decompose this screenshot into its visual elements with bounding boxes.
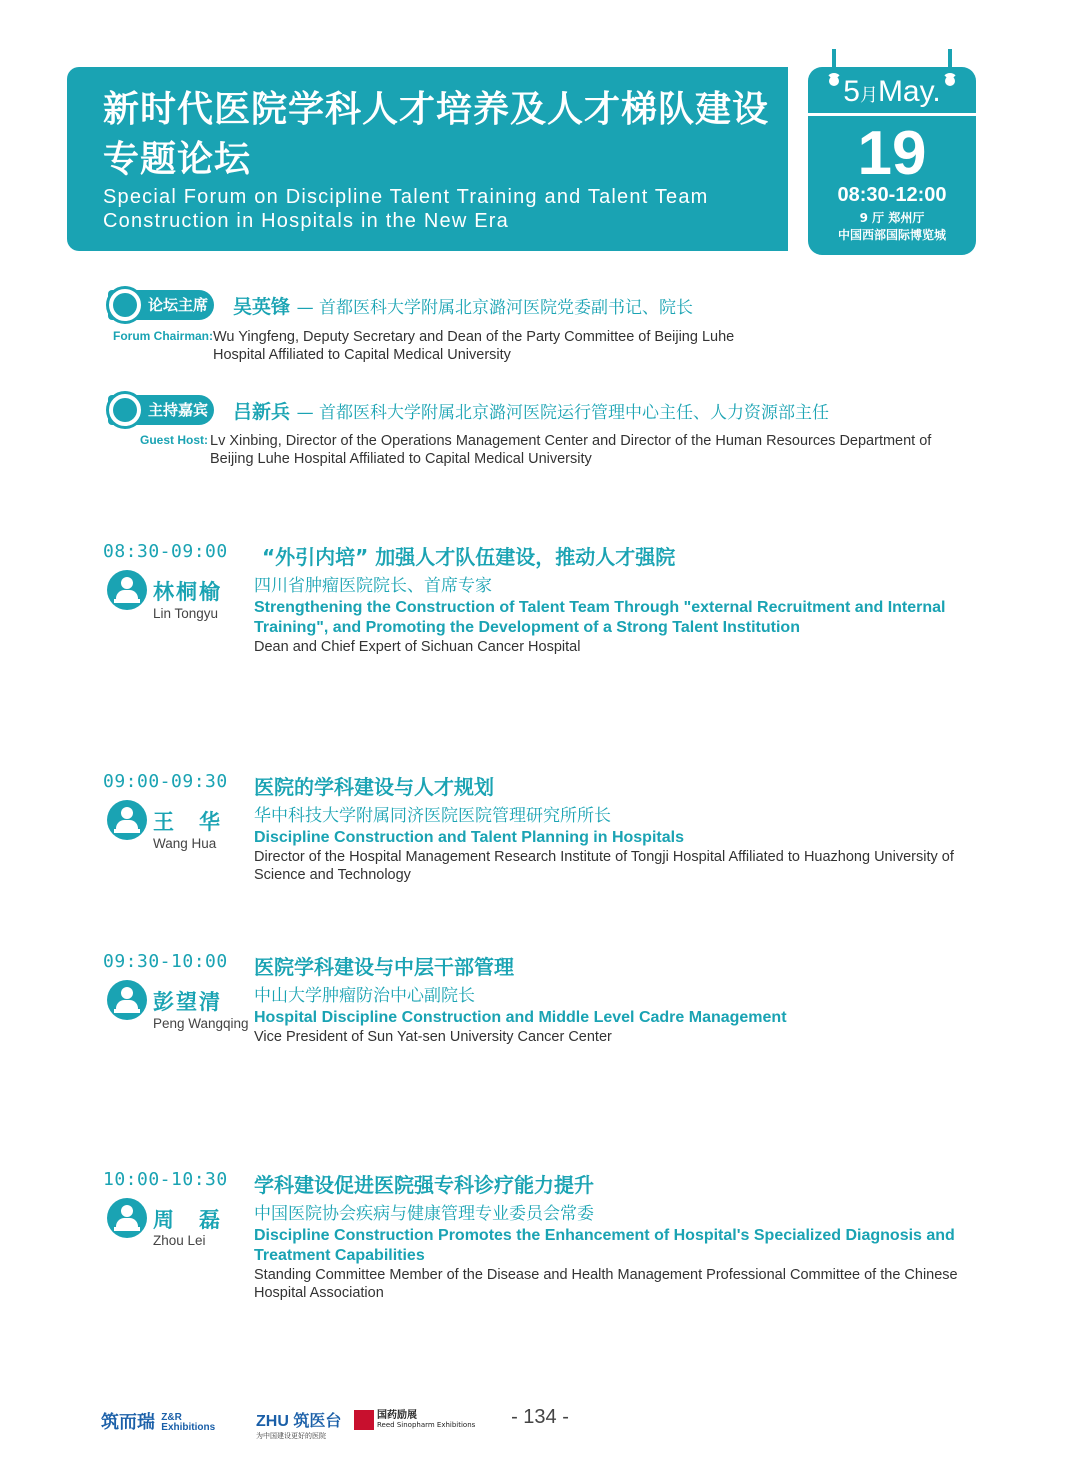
- speaker-avatar-icon: [107, 980, 147, 1020]
- speaker-name-cn: 林桐榆: [153, 580, 222, 604]
- speaker-name-en: Peng Wangqing: [153, 1016, 249, 1031]
- speaker-name-cn: 王 华: [153, 810, 222, 834]
- session-time: 09:30-10:00: [103, 951, 228, 972]
- month-number: 5: [843, 75, 860, 108]
- session-title-cn: 医院学科建设与中层干部管理: [254, 955, 514, 979]
- host-label-en: Guest Host:: [140, 433, 209, 447]
- calendar-venue: 中国西部国际博览城: [837, 228, 946, 242]
- logo1-text: 筑而瑞: [101, 1412, 155, 1433]
- speaker-position-en: Dean and Chief Expert of Sichuan Cancer Hospital: [254, 639, 581, 655]
- date-calendar: [808, 67, 976, 255]
- session-title-en: Hospital Discipline Construction and Middle Level Cadre Management: [254, 1009, 787, 1026]
- chairman-title-cn: — 首都医科大学附属北京潞河医院党委副书记、院长: [296, 298, 694, 318]
- session-time: 08:30-09:00: [103, 541, 228, 562]
- logo2-sub: 为中国建设更好的医院: [256, 1433, 326, 1440]
- host-icon: [106, 391, 144, 429]
- calendar-time: 08:30-12:00: [837, 184, 947, 206]
- calendar-divider: [808, 113, 976, 116]
- speaker-position-cn: 四川省肿瘤医院院长、首席专家: [254, 576, 492, 596]
- host-name-line: [233, 397, 829, 424]
- session-time: 10:00-10:30: [103, 1169, 228, 1190]
- reed-mark-icon: [354, 1410, 374, 1430]
- zr-exhibitions-logo: [101, 1408, 215, 1434]
- logo1-sub1: Z&R: [161, 1412, 182, 1423]
- month-en: May.: [877, 75, 941, 108]
- logo1-sub: [161, 1413, 215, 1433]
- session-title-en: Discipline Construction and Talent Planning in Hospitals: [254, 829, 684, 846]
- chairman-desc-line2: Hospital Affiliated to Capital Medical University: [213, 347, 511, 363]
- chairman-badge: 论坛主席: [108, 290, 214, 320]
- calendar-month: [808, 75, 976, 109]
- host-badge: 主持嘉宾: [108, 395, 214, 425]
- chairman-name: 吴英锋: [233, 296, 291, 318]
- header-banner: [67, 67, 788, 251]
- chairman-name-line: [233, 292, 693, 319]
- speaker-position-en: Vice President of Sun Yat-sen University Cancer Center: [254, 1029, 612, 1045]
- page-number: - 134 -: [511, 1406, 569, 1428]
- host-name: 吕新兵: [233, 401, 291, 423]
- month-cn: 月: [859, 85, 878, 105]
- chairman-label-en: Forum Chairman:: [113, 329, 214, 343]
- speaker-avatar-icon: [107, 1198, 147, 1238]
- speaker-name-cn: 周 磊: [153, 1208, 222, 1232]
- speaker-position-en: Standing Committee Member of the Disease and Health Management Professional Committee of the Chinese Hospital Association: [254, 1267, 958, 1301]
- logo2-text: ZHU 筑医台: [256, 1413, 342, 1430]
- speaker-name-en: Zhou Lei: [153, 1233, 206, 1248]
- speaker-position-cn: 华中科技大学附属同济医院医院管理研究所所长: [254, 806, 611, 826]
- session-title-en: Discipline Construction Promotes the Enhancement of Hospital's Specialized Diagnosis and Treatment Capabilities: [254, 1227, 955, 1264]
- host-desc-en: [210, 432, 931, 468]
- chairman-icon: [106, 286, 144, 324]
- speaker-name-cn: 彭望清: [153, 990, 222, 1014]
- speaker-position-en: Director of the Hospital Management Research Institute of Tongji Hospital Affiliated to Huazhong University of Science and Technology: [254, 849, 954, 883]
- session-time: 09:00-09:30: [103, 771, 228, 792]
- zhu-logo: [256, 1408, 341, 1441]
- speaker-avatar-icon: [107, 570, 147, 610]
- calendar-hall: 9 厅 郑州厅: [859, 211, 925, 225]
- logo3-sub: Reed Sinopharm Exhibitions: [377, 1420, 476, 1429]
- forum-title-en-line2: Construction in Hospitals in the New Era: [103, 210, 509, 232]
- speaker-name-en: Lin Tongyu: [153, 606, 219, 621]
- session-title-cn: “外引内培” 加强人才队伍建设，推动人才强院: [262, 545, 676, 569]
- speaker-avatar-icon: [107, 800, 147, 840]
- forum-title-en-line1: Special Forum on Discipline Talent Training and Talent Team: [103, 186, 709, 208]
- logo3-text: 国药励展: [377, 1409, 417, 1421]
- logo1-sub2: Exhibitions: [161, 1422, 216, 1433]
- speaker-position-cn: 中国医院协会疾病与健康管理专业委员会常委: [254, 1204, 594, 1224]
- chairman-desc-line1: Wu Yingfeng, Deputy Secretary and Dean of the Party Committee of Beijing Luhe: [213, 329, 735, 345]
- forum-title-line1: 新时代医院学科人才培养及人才梯队建设: [103, 89, 770, 130]
- speaker-position-cn: 中山大学肿瘤防治中心副院长: [254, 986, 475, 1006]
- host-desc-line2: Beijing Luhe Hospital Affiliated to Capital Medical University: [210, 451, 592, 467]
- forum-title-line2: 专题论坛: [103, 139, 252, 180]
- session-title-cn: 学科建设促进医院强专科诊疗能力提升: [254, 1173, 594, 1197]
- host-desc-line1: Lv Xinbing, Director of the Operations Management Center and Director of the Human Resources Department of: [210, 433, 932, 449]
- session-title-en: Strengthening the Construction of Talent Team Through "external Recruitment and Internal Training", and Promoting the Development of a Strong Talent Institution: [254, 599, 946, 636]
- speaker-name-en: Wang Hua: [153, 836, 217, 851]
- chairman-desc-en: [213, 328, 734, 364]
- reed-sinopharm-logo: [354, 1410, 475, 1430]
- host-title-cn: — 首都医科大学附属北京潞河医院运行管理中心主任、人力资源部主任: [296, 403, 830, 423]
- session-title-cn: 医院的学科建设与人才规划: [254, 775, 494, 799]
- calendar-day: 19: [857, 119, 927, 188]
